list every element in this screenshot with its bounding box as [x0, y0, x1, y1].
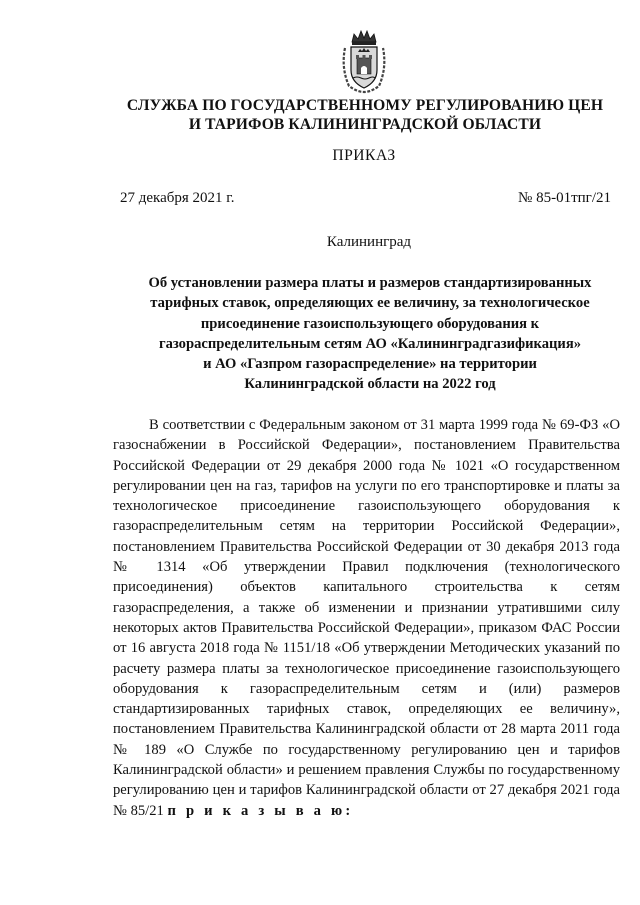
document-date: 27 декабря 2021 г.	[120, 190, 235, 206]
preamble-text: В соответствии с Федеральным законом от 31 марта 1999 года № 69-ФЗ «О газоснабжении в Российской Федерации», постановлением Правительства Российской Федерации от 29 декабря 2000 года № 1021 «О государственном регулировании цен на газ, тарифов на услуги по его транспортировке и платы за технологическое присоединение газоиспользующего оборудования к газораспределительным сетям на территории Российской Федерации», постановлением Правительства Российской Федерации от 30 декабря 2013 года № 1314 «Об утверждении Правил подключения (технологического присоединения) объектов капитального строительства к сетям газораспределения, а также об изменении и признании утратившими силу некоторых актов Правительства Российской Федерации», приказом ФАС России от 16 августа 2018 года № 1151/18 «Об утверждении Методических указаний по расчету размера платы за технологическое присоединение газоиспользующего оборудования к газораспределительным сетям и (или) размеров стандартизированных тарифных ставок, определяющих ее величину», постановлением Правительства Калининградской области от 28 марта 2011 года № 189 «О Службе по государственному регулированию цен и тарифов Калининградской области» и решением правления Службы по государственному регулированию цен и тарифов Калининградской области от 27 декабря 2021 года № 85/21	[113, 417, 620, 819]
subject-line: тарифных ставок, определяющих ее величину, за технологическое	[150, 295, 590, 312]
document-city: Калининград	[326, 234, 412, 250]
document-subject	[110, 273, 630, 395]
ordering-word: п р и к а з ы в а ю:	[167, 802, 354, 819]
subject-line: и АО «Газпром газораспределение» на территории	[203, 356, 537, 373]
preamble-paragraph	[113, 415, 620, 821]
agency-name	[100, 96, 630, 134]
subject-line: Об установлении размера платы и размеров стандартизированных	[148, 275, 592, 291]
subject-line: газораспределительным сетям АО «Калининградгазификация»	[158, 335, 582, 352]
coat-of-arms-icon	[339, 28, 389, 94]
agency-line-1: СЛУЖБА ПО ГОСУДАРСТВЕННОМУ РЕГУЛИРОВАНИЮ ЦЕН	[126, 97, 604, 114]
subject-line: присоединение газоиспользующего оборудования к	[200, 315, 540, 332]
agency-line-2: И ТАРИФОВ КАЛИНИНГРАДСКОЙ ОБЛАСТИ	[188, 116, 542, 133]
document-type: ПРИКАЗ	[332, 147, 396, 164]
document-number: № 85-01тпг/21	[518, 190, 611, 206]
subject-line: Калининградской области на 2022 год	[244, 376, 496, 393]
